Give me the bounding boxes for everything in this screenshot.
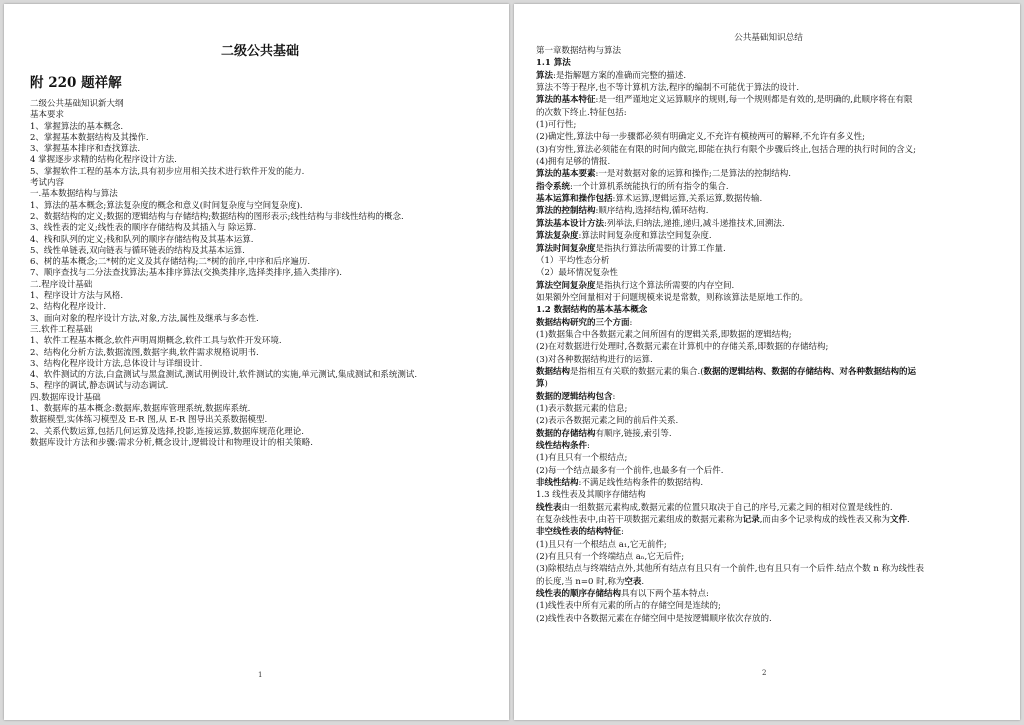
bold-term: 算法的控制结构 — [536, 206, 596, 217]
text-line — [536, 243, 1001, 255]
text-run: (1)可行性; — [536, 120, 577, 131]
text-run: :一个计算机系统能执行的所有指令的集合. — [570, 181, 729, 192]
text-line — [536, 576, 1001, 588]
text-line: 3、结构化程序设计方法,总体设计与详细设计. — [30, 358, 203, 369]
text-line: 1、数据库的基本概念:数据库,数据库管理系统,数据库系统. — [30, 404, 251, 415]
text-line — [536, 415, 1001, 427]
text-line — [536, 489, 1001, 501]
text-run: 是指执行这个算法所需要的内存空间. — [595, 280, 735, 291]
text-line: 2、数据结构的定义;数据的逻辑结构与存储结构;数据结构的图形表示;线性结构与非线性结构的概念. — [30, 211, 404, 222]
text-line — [536, 168, 1001, 180]
text-line — [536, 551, 1001, 563]
document-page-1 — [4, 4, 509, 720]
text-run: ,它无前件; — [627, 539, 667, 550]
text-line — [536, 440, 1001, 452]
text-run: :是指解题方案的准确而完整的描述. — [553, 70, 687, 81]
text-line: 基本要求 — [30, 110, 65, 121]
text-run: 由一组数据元素构成,数据元素的位置只取决于自己的序号,元素之间的相对位置是线性的. — [561, 502, 893, 513]
text-run: :一是对数据对象的运算和操作;二是算法的控制结构. — [595, 169, 791, 180]
text-run: :不满足线性结构条件的数据结构. — [578, 478, 704, 489]
text-line — [536, 119, 1001, 131]
text-line: 4、栈和队列的定义;栈和队列的顺序存储结构及其基本运算. — [30, 234, 254, 245]
page-1-text-block — [30, 99, 490, 449]
bold-term: 算法 — [536, 70, 554, 81]
text-run: : — [587, 441, 590, 451]
bold-term: 线性表 — [536, 502, 562, 513]
text-run: . — [641, 576, 645, 587]
text-run: : — [629, 317, 633, 328]
text-line: 考试内容 — [30, 178, 65, 189]
text-line — [536, 70, 1001, 82]
text-line: 6、树的基本概念;二*树的定义及其存储结构;二*树的前序,中序和后序遍历. — [30, 257, 311, 268]
text-line — [536, 391, 1001, 403]
text-line — [536, 341, 1001, 353]
text-line — [536, 94, 1001, 106]
bold-term: 数据的逻辑结构、数据的存储结构、对各种数据结构的运 — [703, 366, 917, 377]
text-run: 有顺序,链接,索引等. — [595, 428, 672, 439]
text-line: 三.软件工程基础 — [30, 324, 93, 335]
text-run: ,而由多个记录构成的线性表又称为 — [759, 515, 890, 526]
text-run: 算法不等于程序,也不等计算机方法,程序的编制不可能优于算法的设计. — [536, 83, 800, 94]
text-line: 3、面向对象的程序设计方法,对象,方法,属性及继承与多态性. — [30, 313, 259, 324]
text-line: 2、关系代数运算,包括几何运算及选择,投影,连接运算,数据库规范化理论. — [30, 426, 304, 437]
bold-term: 指令系统 — [536, 181, 571, 192]
text-line: 3、掌握基本排序和查找算法. — [30, 144, 141, 155]
text-line — [536, 205, 1001, 217]
text-line — [536, 292, 1001, 304]
text-run: (1)且只有一个根结点 a — [536, 539, 624, 550]
text-line: 数据库设计方法和步骤:需求分析,概念设计,逻辑设计和物理设计的相关策略. — [30, 437, 313, 448]
text-line — [536, 477, 1001, 489]
text-line — [536, 156, 1001, 168]
text-run: (1)表示数据元素的信息; — [536, 403, 628, 414]
text-line: 2、掌握基本数据结构及其操作. — [30, 132, 149, 143]
text-line: 1、掌握算法的基本概念. — [30, 121, 124, 132]
text-run: (1)有且只有一个根结点; — [536, 453, 628, 464]
text-line: 一.基本数据结构与算法 — [30, 189, 118, 200]
text-line — [536, 465, 1001, 477]
text-line — [536, 280, 1001, 292]
text-run: :列举法,归纳法,递推,递归,减斗递推技术,回溯法. — [604, 218, 785, 229]
text-line — [536, 131, 1001, 143]
text-run: (1)线性表中所有元素的所占的存储空间是连续的; — [536, 601, 721, 612]
text-line — [536, 181, 1001, 193]
text-line — [536, 526, 1001, 538]
text-line: 2、结构化程序设计. — [30, 302, 107, 313]
bold-term: 数据结构研究的三个方面 — [536, 317, 630, 328]
text-line — [536, 82, 1001, 94]
text-line — [536, 378, 1001, 390]
text-run: : — [621, 527, 624, 538]
document-title: 二级公共基础 — [220, 44, 299, 59]
text-run: :顺序结构,选择结构,循环结构. — [595, 206, 709, 217]
text-line — [536, 539, 1001, 551]
text-run: ₙ — [640, 552, 645, 563]
text-run: :是一组严谨地定义运算顺序的规则,每一个规则都是有效的,是明确的,此顺序将在有限 — [595, 95, 913, 106]
text-line — [536, 317, 1001, 329]
text-line — [536, 267, 1001, 279]
text-run: (2)在对数据进行处理时,各数据元素在计算机中的存储关系,即数据的存储结构; — [536, 342, 829, 353]
text-line — [536, 304, 1001, 316]
text-line: 4、软件测试的方法,白盒测试与黑盒测试,测试用例设计,软件测试的实施,单元测试,集成测试和系统测试. — [30, 370, 418, 381]
text-line — [536, 588, 1001, 600]
text-run: ₁ — [623, 539, 628, 550]
running-header: 公共基础知识总结 — [734, 33, 803, 43]
bold-term: 记录 — [742, 515, 760, 526]
bold-term: 算法时间复杂度 — [536, 243, 596, 254]
bold-term: 算法基本设计方法 — [536, 218, 605, 229]
page-1-content — [30, 34, 490, 449]
document-page-2 — [514, 4, 1020, 720]
text-line — [536, 354, 1001, 366]
text-run: ) — [544, 379, 548, 390]
text-line — [536, 366, 1001, 378]
bold-term: 非线性结构 — [536, 478, 579, 489]
text-line: 二级公共基础知识新大纲 — [30, 99, 124, 109]
text-run: ,它无后件; — [644, 552, 685, 563]
text-line: 数据模型,实体练习模型及 E-R 图,从 E-R 图导出关系数据模型. — [30, 415, 268, 426]
text-run: （2）最坏情况复杂性 — [536, 268, 618, 279]
bold-term: 算法空间复杂度 — [536, 280, 596, 291]
text-line — [536, 230, 1001, 242]
text-run: :算术运算,逻辑运算,关系运算,数据传输. — [612, 194, 763, 205]
text-run: (3)除根结点与终端结点外,其他所有结点有且只有一个前件,也有且只有一个后件.结点个数 n 称为线性表 — [536, 564, 925, 575]
text-line — [536, 144, 1001, 156]
text-line: 四.数据库设计基础 — [30, 392, 101, 403]
text-line — [536, 218, 1001, 230]
text-line — [536, 193, 1001, 205]
text-line: 5、程序的调试,静态调试与动态调试. — [30, 381, 169, 392]
text-run: (4)拥有足够的情报. — [536, 157, 611, 168]
text-line — [536, 329, 1001, 341]
text-run: . — [906, 515, 910, 526]
text-run: (2)确定性,算法中每一步骤都必须有明确定义,不充许有模棱两可的解释,不允许有多义性; — [536, 132, 866, 143]
bold-term: 非空线性表的结构特征 — [536, 527, 622, 538]
text-run: 第一章数据结构与算法 — [536, 46, 622, 56]
text-run: (1)数据集合中各数据元素之间所固有的逻辑关系,即数据的逻辑结构; — [536, 329, 792, 340]
text-run: 如果额外空间量相对于问题规模来说是常数，则称该算法是原地工作的。 — [536, 292, 809, 303]
text-line: 1、软件工程基本概念,软件声明周期概念,软件工具与软件开发环境. — [30, 336, 282, 347]
bold-term: 空表 — [624, 576, 642, 587]
text-line — [536, 107, 1001, 119]
text-line: 5、线性单链表,双向链表与循环链表的结构及其基本运算. — [30, 245, 245, 256]
bold-term: 算法复杂度 — [536, 231, 579, 242]
text-line — [536, 57, 1001, 69]
bold-term: 算法的基本要素 — [536, 169, 596, 180]
bold-term: 1.1 算法 — [536, 58, 571, 69]
text-line: 3、线性表的定义;线性表的顺序存储结构及其插入与 除运算. — [30, 223, 257, 234]
bold-term: 1.2 数据结构的基本基本概念 — [536, 305, 648, 316]
text-run: (2)表示各数据元素之间的前后件关系. — [536, 416, 679, 427]
text-run: 的次数下终止.特征包括: — [536, 107, 627, 118]
text-line: 5、掌握软件工程的基本方法,具有初步应用相关技术进行软件开发的能力. — [30, 166, 305, 177]
text-line — [536, 613, 1001, 625]
text-run: :算法时间复杂度和算法空间复杂度. — [578, 231, 712, 242]
page-2-content — [536, 31, 1001, 625]
bold-term: 算 — [536, 379, 545, 390]
text-line — [536, 563, 1001, 575]
text-line — [536, 600, 1001, 612]
page-number: 2 — [762, 669, 767, 677]
text-run: (3)有穷性,算法必须能在有限的时间内做完,即能在执行有限个步骤后终止,包括合理的执行时间的含义; — [536, 144, 917, 155]
text-line: 1、程序设计方法与风格. — [30, 291, 124, 302]
document-subtitle: 附 220 题祥解 — [30, 75, 122, 91]
text-run: （1）平均性态分析 — [536, 255, 610, 266]
page-number: 1 — [258, 671, 263, 679]
text-run: 具有以下两个基本特点: — [621, 589, 709, 600]
bold-term: 数据结构 — [536, 366, 571, 377]
bold-term: 文件 — [889, 515, 907, 526]
text-run: (2)有且只有一个终端结点 a — [536, 552, 641, 563]
bold-term: 基本运算和操作包括 — [536, 194, 613, 205]
text-line — [536, 403, 1001, 415]
text-line: 二.程序设计基础 — [30, 279, 93, 290]
text-line — [536, 45, 1001, 57]
text-line: 4 掌握逐步求精的结构化程序设计方法. — [30, 155, 177, 166]
bold-term: 算法的基本特征 — [536, 95, 596, 106]
text-line — [536, 452, 1001, 464]
text-run: 是指执行算法所需要的计算工作量. — [595, 243, 726, 254]
text-line — [536, 428, 1001, 440]
text-run: 在复杂线性表中,由若干项数据元素组成的数据元素称为 — [536, 515, 743, 526]
text-line — [536, 255, 1001, 267]
bold-term: 线性结构条件 — [536, 441, 588, 451]
text-line: 2、结构化分析方法,数据流图,数据字典,软件需求规格说明书. — [30, 347, 259, 358]
text-run: 1.3 线性表及其顺序存储结构 — [536, 490, 646, 501]
bold-term: 线性表的顺序存储结构 — [536, 589, 622, 600]
text-line — [536, 502, 1001, 514]
text-line: 1、算法的基本概念;算法复杂度的概念和意义(时间复杂度与空间复杂度). — [30, 200, 303, 211]
text-run: (3)对各种数据结构进行的运算. — [536, 354, 653, 365]
text-run: 是指相互有关联的数据元素的集合.( — [570, 366, 704, 377]
text-run: (2)线性表中各数据元素在存储空间中是按逻辑顺序依次存放的. — [536, 613, 772, 624]
text-run: (2)每一个结点最多有一个前件,也最多有一个后件. — [536, 465, 724, 476]
bold-term: 数据的存储结构 — [536, 428, 596, 439]
text-run: 的长度,当 n=0 时,称为 — [536, 576, 625, 587]
page-2-text-block — [536, 45, 1001, 625]
text-line: 7、顺序查找与二分法查找算法;基本排序算法(交换类排序,选择类排序,插入类排序). — [30, 268, 343, 279]
bold-term: 数据的逻辑结构包含 — [536, 391, 613, 402]
text-run: : — [612, 391, 616, 402]
text-line — [536, 514, 1001, 526]
